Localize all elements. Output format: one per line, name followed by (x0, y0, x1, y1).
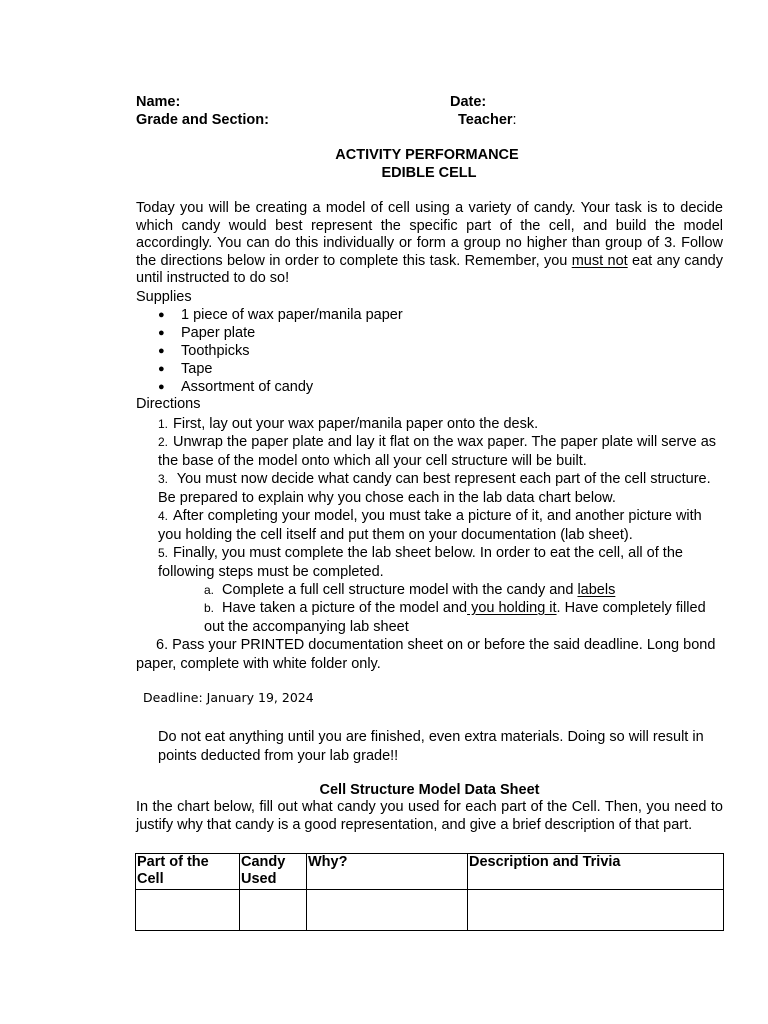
teacher-label (458, 112, 517, 128)
document-title: ACTIVITY PERFORMANCE (335, 147, 519, 163)
sub-step-underlined: labels (577, 582, 616, 598)
supply-item-label: Tape (181, 361, 213, 377)
supply-item (158, 307, 403, 323)
sub-step-text: Have taken a picture of the model and (222, 600, 468, 616)
bullet-icon: ● (158, 345, 165, 357)
direction-step (158, 433, 728, 470)
supplies-heading: Supplies (136, 289, 192, 305)
data-sheet-intro: In the chart below, fill out what candy you used for each part of the Cell. Then, you need to justify why that candy is a good representation, and give a brief description of that part. (136, 799, 723, 833)
step-text: Finally, you must complete the lab sheet below. In order to eat the cell, all of the following steps must be completed. (158, 545, 683, 580)
table-cell[interactable] (136, 890, 240, 931)
sub-step-text-end: . Have completely filled out the accompanying lab sheet (204, 600, 706, 635)
document-subtitle: EDIBLE CELL (381, 165, 477, 181)
supply-item-label: Paper plate (181, 325, 256, 341)
intro-underlined-text: must not (571, 252, 628, 269)
direction-step (158, 544, 728, 581)
intro-text-end: eat any candy until instructed to do so! (136, 252, 724, 287)
supply-item-label: Toothpicks (181, 343, 250, 359)
step-number: 5. (158, 546, 169, 560)
bullet-icon: ● (158, 381, 165, 393)
step-text: After completing your model, you must take a picture of it, and another picture with you holding the cell itself and put them on your documentation (lab sheet). (158, 508, 702, 543)
sub-step-underlined: you holding it (467, 600, 557, 616)
step-number: 3. (158, 472, 169, 486)
step-number: 4. (158, 509, 169, 523)
step-text: First, lay out your wax paper/manila paper onto the desk. (173, 416, 539, 432)
column-header-why: Why? (307, 854, 468, 890)
direction-step (158, 470, 728, 507)
table-cell[interactable] (468, 890, 724, 931)
supply-item (158, 361, 212, 377)
table-cell[interactable] (240, 890, 307, 931)
step-number: 1. (158, 417, 169, 431)
grade-section-label: Grade and Section: (136, 112, 269, 128)
cell-data-table (135, 853, 724, 931)
step-text: Unwrap the paper plate and lay it flat on the wax paper. The paper plate will serve as the base of the model onto which all your cell structure will be built. (158, 434, 717, 469)
supply-item-label: Assortment of candy (181, 379, 314, 395)
bullet-icon: ● (158, 363, 165, 375)
bullet-icon: ● (158, 327, 165, 339)
supply-item (158, 379, 313, 395)
directions-heading: Directions (136, 396, 201, 412)
table-header-row (136, 854, 724, 890)
step-number: 2. (158, 435, 169, 449)
table-row (136, 890, 724, 931)
sub-step-a (204, 581, 724, 600)
deadline-text: Deadline: January 19, 2024 (143, 690, 314, 705)
column-header-part: Part of the Cell (136, 854, 240, 890)
direction-step-6 (136, 636, 726, 673)
warning-paragraph: Do not eat anything until you are finished, even extra materials. Doing so will result in points deducted from your lab grade!! (158, 729, 704, 764)
supply-item (158, 343, 250, 359)
direction-step (158, 415, 728, 434)
supply-item (158, 325, 255, 341)
column-header-candy: Candy Used (240, 854, 307, 890)
sub-step-letter: a. (204, 583, 215, 597)
sub-step-text: Complete a full cell structure model with the candy and (222, 582, 578, 598)
column-header-description: Description and Trivia (468, 854, 724, 890)
direction-step (158, 507, 728, 544)
step-text: You must now decide what candy can best represent each part of the cell structure. Be prepared to explain why you chose each in the lab data chart below. (158, 471, 711, 506)
step6-text: 6. Pass your PRINTED documentation sheet on or before the said deadline. Long bond paper, complete with white folder only. (136, 637, 716, 672)
data-sheet-title: Cell Structure Model Data Sheet (319, 782, 540, 798)
sub-step-b (204, 599, 724, 636)
bullet-icon: ● (158, 309, 165, 321)
intro-paragraph (136, 200, 723, 288)
intro-text: Today you will be creating a model of cell using a variety of candy. Your task is to decide which candy would best represent the specific part of the cell, and build the model accordingly. You can do this individually or form a group no higher than group of 3. Follow the directions below in order to complete this task. Remember, you (136, 200, 723, 269)
name-label: Name: (136, 94, 181, 110)
teacher-label-colon: : (512, 112, 517, 128)
teacher-label-text: Teacher (458, 112, 513, 128)
date-label: Date: (450, 94, 487, 110)
table-cell[interactable] (307, 890, 468, 931)
sub-step-letter: b. (204, 601, 215, 615)
supply-item-label: 1 piece of wax paper/manila paper (181, 307, 403, 323)
